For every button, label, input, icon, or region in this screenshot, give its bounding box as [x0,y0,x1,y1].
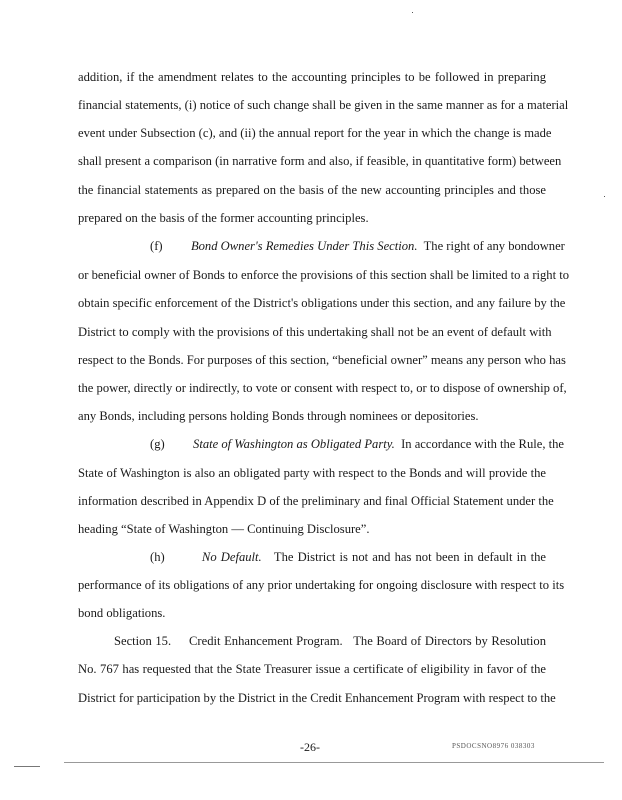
paragraph-label: (h) [150,550,165,564]
text-line: addition, if the amendment relates to the accounting principles to be followed in preparing [78,70,546,84]
text-line: bond obligations. [78,606,166,620]
text-line: District for participation by the District in the Credit Enhancement Program with respect to the [78,691,556,705]
text-line: prepared on the basis of the former accounting principles. [78,211,369,225]
text-line: financial statements, (i) notice of such change shall be given in the same manner as for a material [78,98,569,112]
section-heading: Credit Enhancement Program. [189,634,343,648]
text-line: the power, directly or indirectly, to vote or consent with respect to, or to dispose of ownership of, [78,381,567,395]
text-fragment: The right of any bondowner [423,239,565,253]
scan-speck [412,12,413,13]
document-code: PSDOCSNO8976 038303 [452,742,535,750]
page-number: -26- [300,740,320,754]
text-line: heading “State of Washington — Continuing Disclosure”. [78,522,370,536]
section-label: Section 15. [114,634,172,648]
text-line: State of Washington is also an obligated party with respect to the Bonds and will provide the [78,466,546,480]
text-line: obtain specific enforcement of the District's obligations under this section, and any failure by the [78,296,566,310]
text-line: event under Subsection (c), and (ii) the annual report for the year in which the change is made [78,126,552,140]
text-line: No. 767 has requested that the State Treasurer issue a certificate of eligibility in favor of the [78,662,546,676]
text-line: information described in Appendix D of the preliminary and final Official Statement under the [78,494,554,508]
paragraph-heading: No Default. [201,550,262,564]
scan-speck [604,196,605,197]
paragraph-heading: State of Washington as Obligated Party. [193,437,395,451]
paragraph-label: (f) [150,239,163,253]
paragraph-g-heading-line [150,437,565,451]
text-line: or beneficial owner of Bonds to enforce the provisions of this section shall be limited to a right to [78,268,570,282]
text-line: any Bonds, including persons holding Bonds through nominees or depositories. [78,409,479,423]
scan-artifact-line [64,762,604,763]
text-fragment: The District is not and has not been in default in the [273,550,546,564]
text-line: the financial statements as prepared on the basis of the new accounting principles and those [78,183,546,197]
text-line: respect to the Bonds. For purposes of this section, “beneficial owner” means any person who has [78,353,566,367]
paragraph-h-heading-line [150,550,546,564]
text-line: performance of its obligations of any prior undertaking for ongoing disclosure with respect to its [78,578,565,592]
section-15-heading-line [114,634,546,648]
text-fragment: The Board of Directors by Resolution [353,634,547,648]
scan-artifact-line [14,766,40,767]
text-fragment: In accordance with the Rule, the [401,437,565,451]
paragraph-f-heading-line [150,239,565,253]
text-line: District to comply with the provisions of this undertaking shall not be an event of default with [78,325,552,339]
text-line: shall present a comparison (in narrative form and also, if feasible, in quantitative form) between [78,154,562,168]
paragraph-heading: Bond Owner's Remedies Under This Section. [190,239,418,253]
paragraph-label: (g) [150,437,165,451]
